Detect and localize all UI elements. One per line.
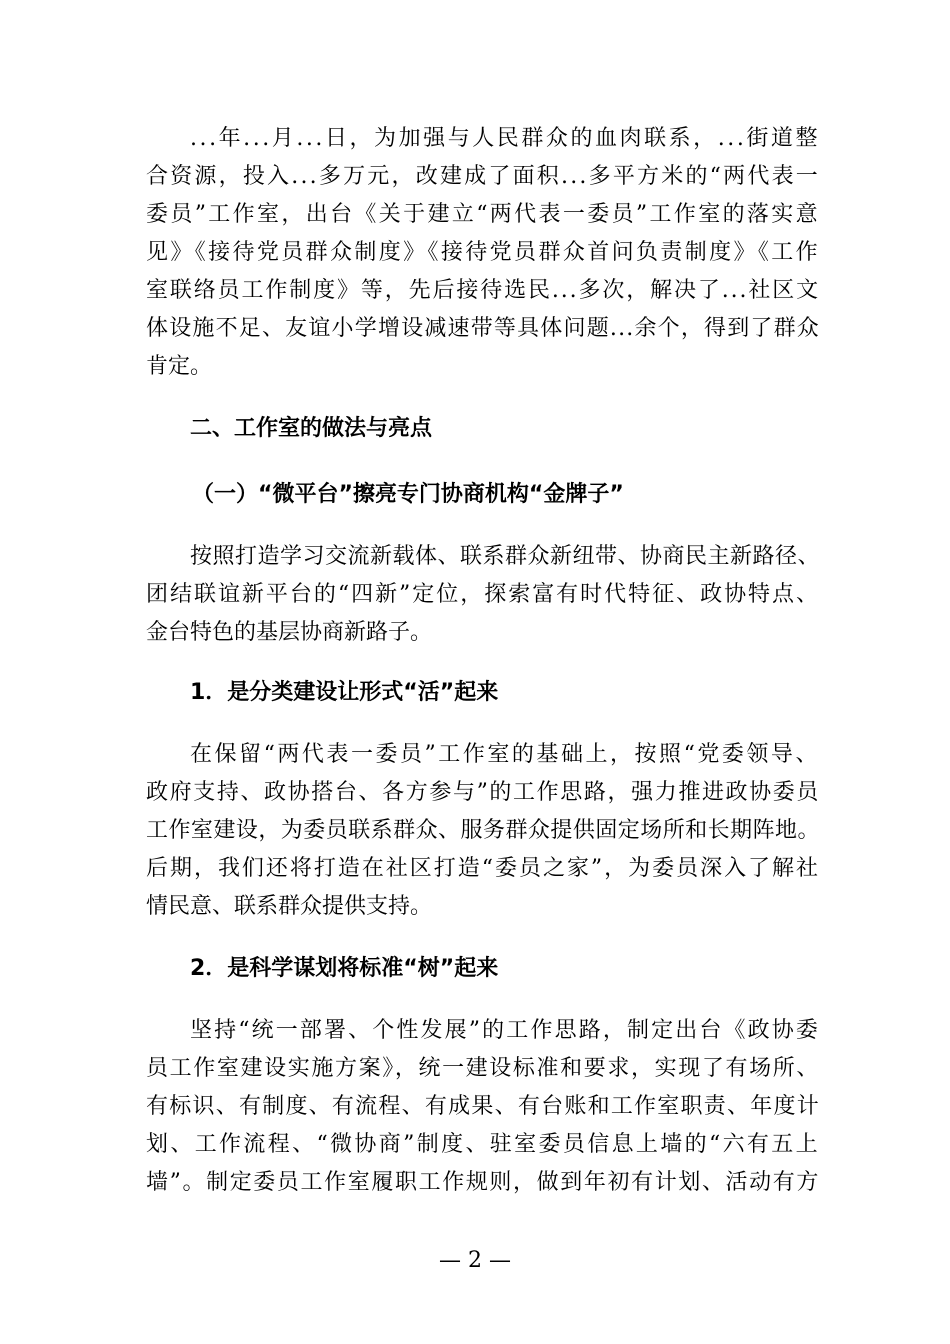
text-line: 工作室建设，为委员联系群众、服务群众提供固定场所和长期阵地。 bbox=[146, 818, 820, 843]
page-number: — 2 — bbox=[439, 1248, 511, 1273]
text-line: 情民意、联系群众提供支持。 bbox=[146, 894, 433, 919]
text-line: 室联络员工作制度》等，先后接待选民...多次，解决了...社区文 bbox=[146, 278, 820, 303]
subsection-heading: （一）“微平台”擦亮专门协商机构“金牌子” bbox=[192, 482, 624, 507]
text-line: 在保留“两代表一委员”工作室的基础上，按照“党委领导、 bbox=[190, 742, 820, 767]
section-heading: 二、工作室的做法与亮点 bbox=[190, 416, 433, 441]
text-line: 坚持“统一部署、个性发展”的工作思路，制定出台《政协委 bbox=[190, 1018, 820, 1043]
text-line: 政府支持、政协搭台、各方参与”的工作思路，强力推进政协委员 bbox=[146, 780, 820, 805]
text-line: 金台特色的基层协商新路子。 bbox=[146, 620, 433, 645]
text-line: 按照打造学习交流新载体、联系群众新纽带、协商民主新路径、 bbox=[190, 544, 820, 569]
text-line: 团结联谊新平台的“四新”定位，探索富有时代特征、政协特点、 bbox=[146, 582, 820, 607]
text-line: 有标识、有制度、有流程、有成果、有台账和工作室职责、年度计 bbox=[146, 1094, 820, 1119]
item-heading-1: 1．是分类建设让形式“活”起来 bbox=[190, 680, 499, 705]
text-line: 体设施不足、友谊小学增设减速带等具体问题...余个，得到了群众 bbox=[146, 316, 820, 341]
text-line: 见》《接待党员群众制度》《接待党员群众首问负责制度》《工作 bbox=[146, 240, 820, 265]
text-line: 划、工作流程、“微协商”制度、驻室委员信息上墙的“六有五上 bbox=[146, 1132, 820, 1157]
item-heading-2: 2．是科学谋划将标准“树”起来 bbox=[190, 956, 499, 981]
text-line: 员工作室建设实施方案》，统一建设标准和要求，实现了有场所、 bbox=[146, 1056, 820, 1081]
text-line: 墙”。制定委员工作室履职工作规则，做到年初有计划、活动有方 bbox=[146, 1170, 820, 1195]
text-line: 肯定。 bbox=[146, 354, 213, 379]
text-line: 委员”工作室，出台《关于建立“两代表一委员”工作室的落实意 bbox=[146, 202, 820, 227]
text-line: 后期，我们还将打造在社区打造“委员之家”，为委员深入了解社 bbox=[146, 856, 820, 881]
text-line: ...年...月...日，为加强与人民群众的血肉联系，...街道整 bbox=[190, 126, 820, 151]
text-line: 合资源，投入...多万元，改建成了面积...多平方米的“两代表一 bbox=[146, 164, 820, 189]
